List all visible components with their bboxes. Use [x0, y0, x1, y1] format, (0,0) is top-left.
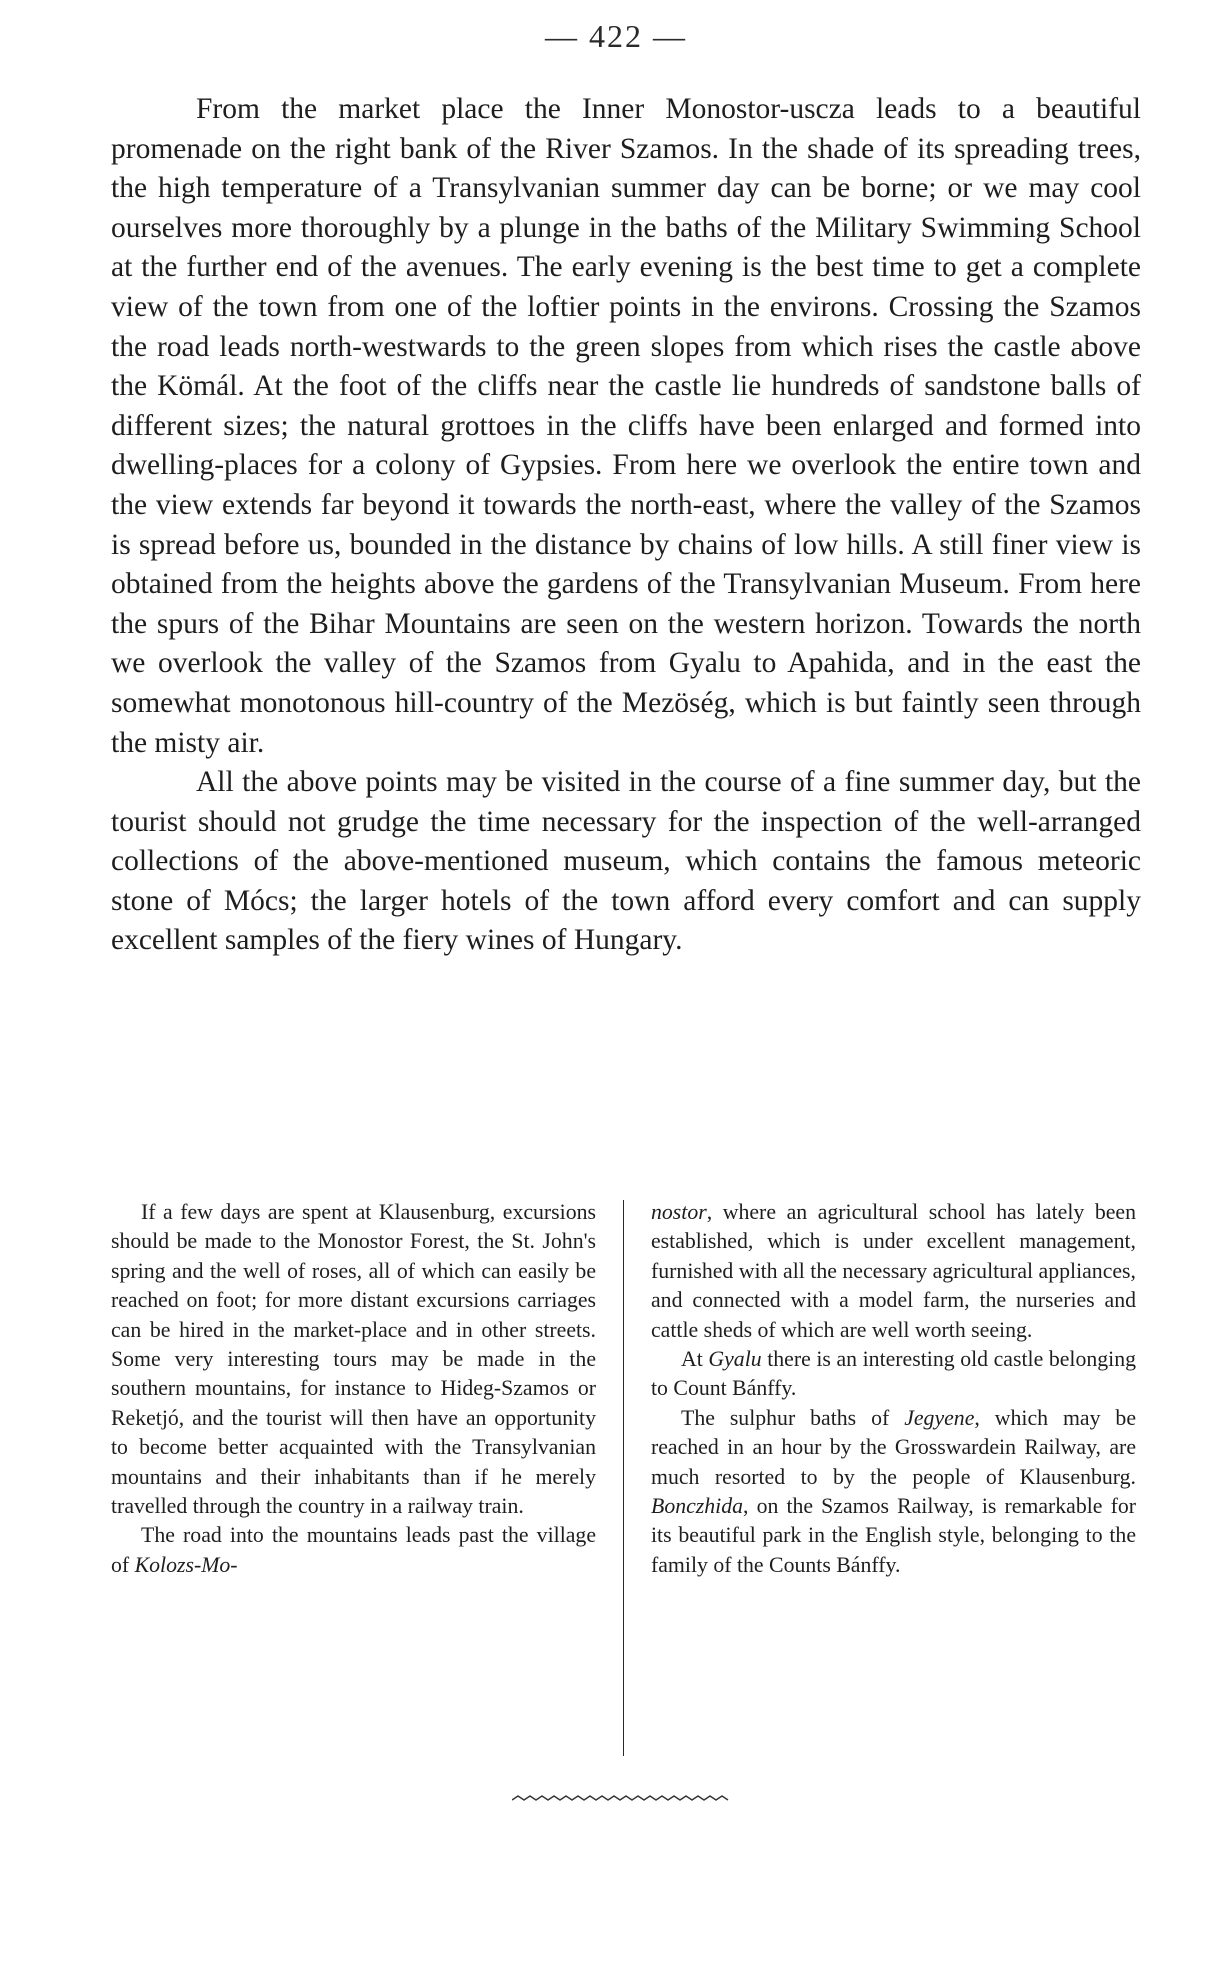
- footnote-columns: [111, 1198, 1141, 1758]
- main-paragraph-1: From the market place the Inner Monostor-uscza leads to a beautiful promenade on the right bank of the River Szamos. In the shade of its spreading trees, the high temperature of a Transylvanian summer day can be borne; or we may cool ourselves more thoroughly by a plunge in the baths of the Military Swimming School at the further end of the avenues. The early evening is the best time to get a complete view of the town from one of the loftier points in the environs. Crossing the Szamos the road leads north-westwards to the green slopes from which rises the castle above the Kömál. At the foot of the cliffs near the castle lie hundreds of sandstone balls of different sizes; the natural grottoes in the cliffs have been enlarged and formed into dwelling-places for a colony of Gypsies. From here we overlook the entire town and the view extends far beyond it towards the north-east, where the valley of the Szamos is spread before us, bounded in the distance by chains of low hills. A still finer view is obtained from the heights above the gardens of the Transylvanian Museum. From here the spurs of the Bihar Mountains are seen on the western horizon. Towards the north we overlook the valley of the Szamos from Gyalu to Apahida, and in the east the somewhat monotonous hill-country of the Mezöség, which is but faintly seen through the misty air.: [111, 93, 1141, 759]
- right-column-paragraph-2-post: there is an interesting old castle belonging to Count Bánffy.: [651, 1347, 1136, 1401]
- place-name-jegyene: Jegyene: [904, 1405, 975, 1430]
- main-text: [111, 90, 1141, 961]
- place-name-kolozs-monostor: Kolozs-Mo-: [134, 1552, 238, 1577]
- left-column-paragraph-2-text: The road into the mountains leads past the village of: [111, 1523, 596, 1577]
- page-number: — 422 —: [545, 18, 687, 54]
- place-name-gyalu: Gyalu: [708, 1347, 762, 1372]
- right-column-paragraph-3-mid: , which may be reached in an hour by the Grosswardein Railway, are much resorted to by the people of Klausenburg.: [651, 1405, 1137, 1489]
- left-column-paragraph-2: [111, 1521, 596, 1580]
- right-column-paragraph-3: [651, 1404, 1136, 1580]
- decorative-ornament: [512, 1790, 730, 1806]
- right-column-paragraph-2-pre: At: [681, 1347, 709, 1372]
- right-column-paragraph-1: [651, 1198, 1136, 1345]
- right-column: [651, 1198, 1136, 1580]
- right-column-paragraph-1-text: , where an agricultural school has lately been established, which is under excellent management, furnished with all the necessary agricultural appliances, and connected with a model farm, the nurseries and cattle sheds of which are well worth seeing.: [651, 1200, 1136, 1342]
- right-column-paragraph-3-post: , on the Szamos Railway, is remarkable for its beautiful park in the English style, belonging to the family of the Counts Bánffy.: [651, 1494, 1136, 1577]
- main-paragraph-2: All the above points may be visited in the course of a fine summer day, but the tourist should not grudge the time necessary for the inspection of the well-arranged collections of the above-mentioned museum, which contains the famous meteoric stone of Mócs; the larger hotels of the town afford every comfort and can supply excellent samples of the fiery wines of Hungary.: [111, 766, 1141, 957]
- right-column-paragraph-2: [651, 1345, 1136, 1404]
- left-column: [111, 1198, 596, 1580]
- column-divider: [623, 1200, 624, 1756]
- place-name-nostor: nostor: [651, 1200, 707, 1224]
- right-column-paragraph-3-pre: The sulphur baths of: [681, 1405, 905, 1430]
- place-name-bonczhida: Bonczhida: [651, 1494, 744, 1519]
- left-column-paragraph-1: If a few days are spent at Klausenburg, excursions should be made to the Monostor Forest, the St. John's spring and the well of roses, all of which can easily be reached on foot; for more distant excursions carriages can be hired in the market-place and in other streets. Some very interesting tours may be made in the southern mountains, for instance to Hideg-Szamos or Reketjó, and the tourist will then have an opportunity to become better acquainted with the Transylvanian mountains and their inhabitants than if he merely travelled through the country in a railway train.: [111, 1200, 596, 1519]
